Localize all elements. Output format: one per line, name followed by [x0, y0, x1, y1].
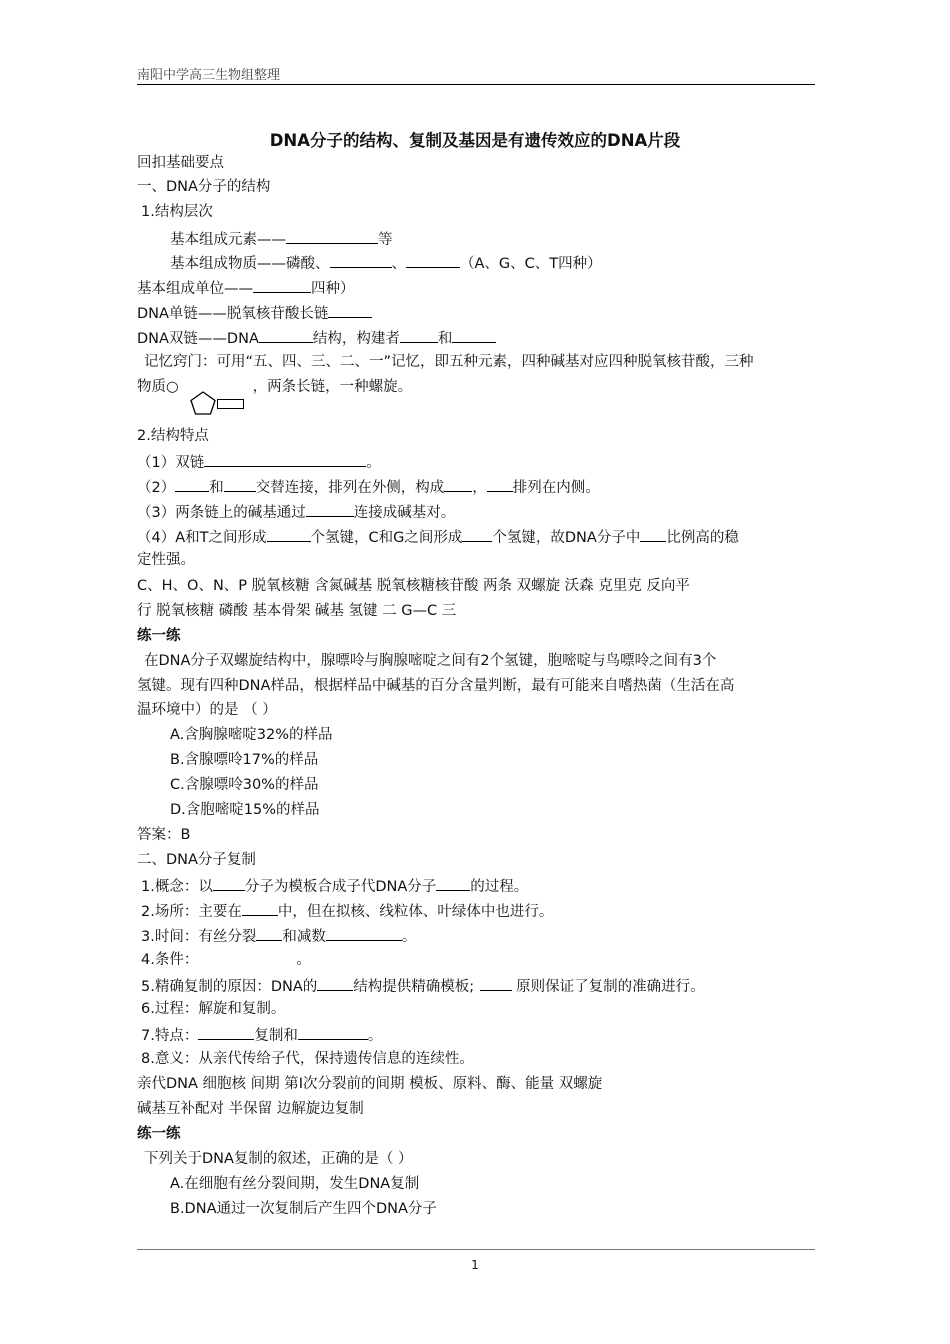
- practice1-question-3: 温环境中）的是 （ ）: [137, 702, 277, 718]
- substances-blank-1: [330, 252, 392, 268]
- practice1-option-b: B.含腺嘌呤17%的样品: [170, 752, 319, 768]
- accuracy-mid: 结构提供精确模板;: [353, 979, 475, 995]
- memory-line-1: 记忆窍门：可用“五、四、三、二、一”记忆，即五种元素，四种碱基对应四种脱氧核苷酸，三种: [144, 354, 754, 370]
- substances-label: 基本组成物质——磷酸、: [170, 256, 330, 272]
- double-chain-blank-3: [452, 327, 496, 343]
- accuracy-blank-2: [480, 975, 512, 991]
- conditions-end: 。: [296, 952, 311, 968]
- feature-2-blank-4: [487, 476, 513, 492]
- replication-time: [141, 925, 416, 947]
- part1-heading: 一、DNA分子的结构: [137, 179, 271, 195]
- site-blank: [242, 900, 278, 916]
- practice2-option-b: B.DNA通过一次复制后产生四个DNA分子: [170, 1201, 437, 1217]
- replication-conditions: [141, 950, 311, 970]
- accuracy-end: 原则保证了复制的准确进行。: [516, 979, 705, 995]
- concept-blank-2: [436, 875, 470, 891]
- replication-significance: 8.意义：从亲代传给子代，保持遗传信息的连续性。: [141, 1051, 474, 1067]
- feature-2-mid: 交替连接，排列在外侧，构成: [255, 480, 445, 496]
- practice2-heading: 练一练: [137, 1126, 181, 1142]
- header-divider: [137, 84, 815, 85]
- replication-concept: [141, 875, 528, 897]
- double-chain-blank-1: [259, 327, 313, 343]
- practice1-answer: 答案：B: [137, 827, 191, 843]
- unit-label: 基本组成单位——: [137, 281, 253, 297]
- feature-2-end: 排列在内侧。: [512, 480, 600, 496]
- double-chain-and: 和: [437, 331, 453, 347]
- elements-line: [170, 228, 393, 250]
- part1-answers-1: C、H、O、N、P 脱氧核糖 含氮碱基 脱氧核糖核苷酸 两条 双螺旋 沃森 克里克 反向平: [137, 578, 690, 594]
- footer-divider: [137, 1249, 815, 1250]
- substances-sep: 、: [391, 256, 406, 272]
- feature-4-blank-3: [640, 526, 666, 542]
- double-chain-mid: 结构，构建者: [312, 331, 400, 347]
- practice1-question-2: 氢键。现有四种DNA样品，根据样品中碱基的百分含量判断，最有可能来自嗜热菌（生活在高: [137, 678, 735, 694]
- concept-mid: 分子为模板合成子代DNA分子: [244, 879, 437, 895]
- feature-1: [137, 451, 381, 473]
- site-end: 中，但在拟核、线粒体、叶绿体中也进行。: [277, 904, 554, 920]
- page-number: 1: [471, 1258, 479, 1272]
- time-blank-1: [256, 925, 282, 941]
- time-blank-2: [326, 925, 402, 941]
- feature-2: [137, 476, 600, 498]
- double-chain-blank-2: [400, 327, 438, 343]
- feature-2-blank-2: [224, 476, 256, 492]
- feature-4-blank-1: [267, 526, 311, 542]
- practice1-question-1: 在DNA分子双螺旋结构中，腺嘌呤与胸腺嘧啶之间有2个氢键，胞嘧啶与鸟嘌呤之间有3个: [144, 653, 717, 669]
- concept-label: 1.概念：以: [141, 879, 213, 895]
- time-end: 。: [401, 929, 417, 945]
- features-end: 。: [367, 1028, 383, 1044]
- feature-3-blank: [306, 501, 354, 517]
- accuracy-label: 5.精确复制的原因：DNA的: [141, 979, 318, 995]
- features-blank-1: [198, 1024, 254, 1040]
- practice1-option-a: A.含胸腺嘧啶32%的样品: [170, 727, 333, 743]
- feature-2-blank-1: [175, 476, 209, 492]
- concept-blank-1: [213, 875, 245, 891]
- feature-2-comma: ，: [472, 480, 487, 496]
- features-mid: 复制和: [254, 1028, 298, 1044]
- time-mid: 和减数: [282, 929, 326, 945]
- unit-line: [137, 277, 355, 299]
- time-label: 3.时间：有丝分裂: [141, 929, 257, 945]
- elements-blank: [286, 228, 378, 244]
- feature-4-end: 比例高的稳: [666, 530, 739, 546]
- feature-1-end: 。: [366, 455, 381, 471]
- feature-2-and: 和: [209, 480, 224, 496]
- replication-accuracy: [141, 975, 705, 997]
- practice1-option-d: D.含胞嘧啶15%的样品: [170, 802, 320, 818]
- feature-3: [137, 501, 455, 523]
- feature-1-blank: [204, 451, 366, 467]
- document-title: DNA分子的结构、复制及基因是有遗传效应的DNA片段: [269, 131, 681, 150]
- features-label: 7.特点：: [141, 1028, 199, 1044]
- unit-blank: [253, 277, 311, 293]
- practice2-question: 下列关于DNA复制的叙述，正确的是（ ）: [144, 1151, 413, 1167]
- feature-4-mid-1: 个氢键，C和G之间形成: [310, 530, 463, 546]
- feature-3-label: （3）两条链上的碱基通过: [137, 505, 306, 521]
- rectangle-icon: [217, 399, 244, 409]
- memory-suffix: ，两条长链，一种螺旋。: [252, 379, 413, 395]
- page-header: 南阳中学高三生物组整理: [137, 68, 281, 83]
- part2-answers-1: 亲代DNA 细胞核 间期 第Ⅰ次分裂前的间期 模板、原料、酶、能量 双螺旋: [137, 1076, 603, 1092]
- single-chain-label: DNA单链——脱氧核苷酸长链: [137, 306, 329, 322]
- replication-features: [141, 1024, 382, 1046]
- practice1-option-c: C.含腺嘌呤30%的样品: [170, 777, 319, 793]
- practice2-option-a: A.在细胞有丝分裂间期，发生DNA复制: [170, 1176, 420, 1192]
- part1-sub2: 2.结构特点: [137, 428, 209, 444]
- part1-answers-2: 行 脱氧核糖 磷酸 基本骨架 碱基 氢键 二 G—C 三: [137, 603, 457, 619]
- single-chain-line: [137, 302, 372, 324]
- feature-4: [137, 526, 739, 548]
- conditions-label: 4.条件：: [141, 952, 199, 968]
- feature-4-mid-2: 个氢键，故DNA分子中: [492, 530, 641, 546]
- accuracy-blank-1: [317, 975, 353, 991]
- feature-4-blank-2: [462, 526, 492, 542]
- substances-blank-2: [406, 252, 460, 268]
- feature-2-blank-3: [444, 476, 472, 492]
- memory-line-2: [137, 377, 412, 397]
- section-intro: 回扣基础要点: [137, 155, 224, 171]
- practice1-heading: 练一练: [137, 628, 181, 644]
- part2-answers-2: 碱基互补配对 半保留 边解旋边复制: [137, 1101, 364, 1117]
- double-chain-line: [137, 327, 496, 349]
- memory-label: 物质○: [137, 379, 179, 395]
- single-chain-blank: [328, 302, 372, 318]
- substances-line: [170, 252, 602, 274]
- double-chain-label: DNA双链——DNA: [137, 331, 259, 347]
- unit-suffix: 四种）: [311, 281, 355, 297]
- substances-suffix: （A、G、C、T四种）: [460, 256, 602, 272]
- feature-3-end: 连接成碱基对。: [353, 505, 456, 521]
- feature-4-label: （4）A和T之间形成: [137, 530, 267, 546]
- elements-label: 基本组成元素——: [170, 232, 286, 248]
- feature-2-label: （2）: [137, 480, 176, 496]
- features-blank-2: [298, 1024, 368, 1040]
- feature-4-cont: 定性强。: [137, 552, 195, 568]
- replication-process: 6.过程：解旋和复制。: [141, 1001, 286, 1017]
- site-label: 2.场所：主要在: [141, 904, 242, 920]
- pentagon-icon: [190, 391, 216, 415]
- replication-site: [141, 900, 553, 922]
- feature-1-label: （1）双链: [137, 455, 205, 471]
- part2-heading: 二、DNA分子复制: [137, 852, 256, 868]
- part1-sub1: 1.结构层次: [141, 204, 213, 220]
- elements-suffix: 等: [378, 232, 393, 248]
- concept-end: 的过程。: [470, 879, 529, 895]
